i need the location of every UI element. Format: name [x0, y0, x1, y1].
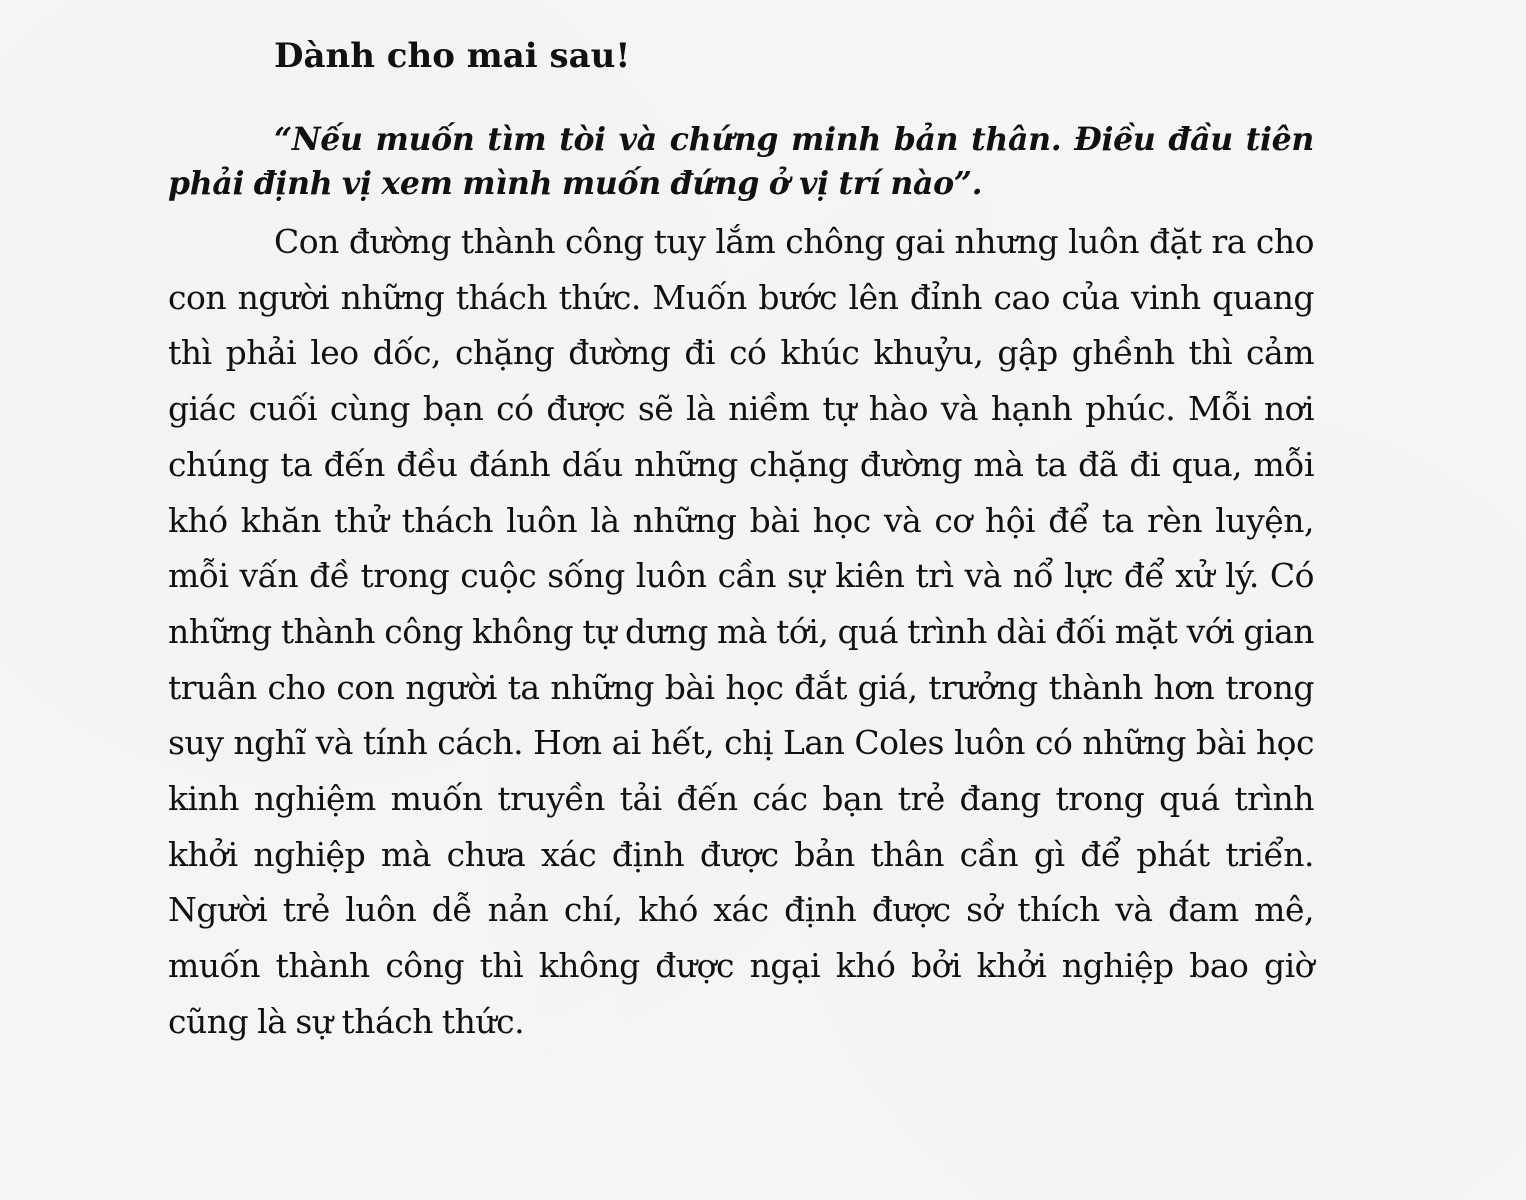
epigraph-quote: “Nếu muốn tìm tòi và chứng minh bản thân. Điều đầu tiên phải định vị xem mình muốn đứng ở vị trí nào”.	[168, 121, 1314, 202]
body-paragraph: Con đường thành công tuy lắm chông gai nhưng luôn đặt ra cho con người những thách thức. Muốn bước lên đỉnh cao của vinh quang thì phải leo dốc, chặng đường đi có khúc khuỷu, gập ghềnh thì cảm giác cuối cùng bạn có được sẽ là niềm tự hào và hạnh phúc. Mỗi nơi chúng ta đến đều đánh dấu những chặng đường mà ta đã đi qua, mỗi khó khăn thử thách luôn là những bài học và cơ hội để ta rèn luyện, mỗi vấn đề trong cuộc sống luôn cần sự kiên trì và nổ lực để xử lý. Có những thành công không tự dưng mà tới, quá trình dài đối mặt với gian truân cho con người ta những bài học đắt giá, trưởng thành hơn trong suy nghĩ và tính cách. Hơn ai hết, chị Lan Coles luôn có những bài học kinh nghiệm muốn truyền tải đến các bạn trẻ đang trong quá trình khởi nghiệp mà chưa xác định được bản thân cần gì để phát triển. Người trẻ luôn dễ nản chí, khó xác định được sở thích và đam mê, muốn thành công thì không được ngại khó bởi khởi nghiệp bao giờ cũng là sự thách thức.	[168, 222, 1314, 1041]
section-heading: Dành cho mai sau!	[274, 36, 631, 76]
text-column	[168, 28, 1314, 1050]
